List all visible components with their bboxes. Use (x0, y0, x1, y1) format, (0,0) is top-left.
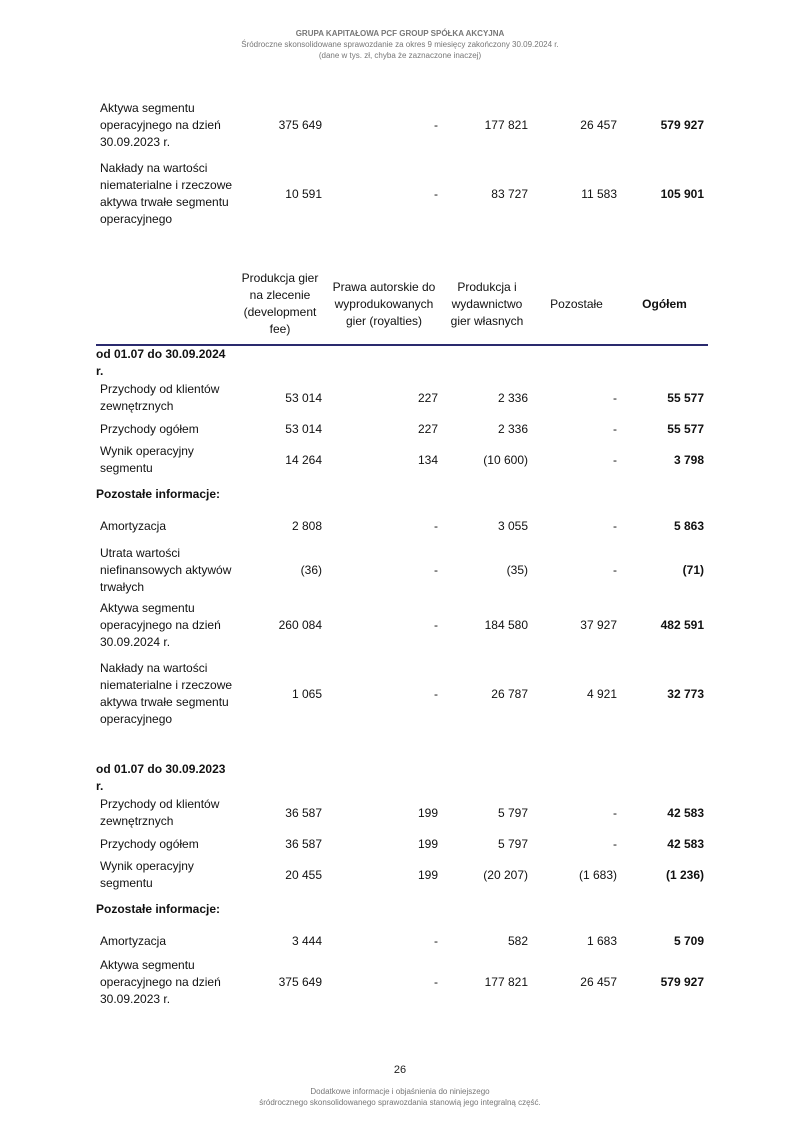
cell-value: 53 014 (285, 391, 322, 405)
section-title-2023: od 01.07 do 30.09.2023 r. (96, 762, 226, 793)
cell-value: 4 921 (586, 687, 617, 701)
cell-total: 482 591 (660, 618, 704, 632)
cell-value: - (613, 806, 617, 820)
cell-value: 10 591 (285, 187, 322, 201)
cell-value: 582 (507, 934, 528, 948)
cell-value: 11 583 (581, 187, 617, 201)
cell-value: 227 (417, 422, 438, 436)
cell-value: - (434, 519, 438, 533)
row-label: Amortyzacja (100, 518, 167, 533)
row-label: Przychody od klientów zewnętrznych (100, 797, 220, 828)
cell-value: - (434, 563, 438, 577)
column-header-development: Produkcja gier na zlecenie (development fee) (234, 270, 326, 345)
cell-value: 2 336 (497, 422, 528, 436)
cell-total: 579 927 (660, 975, 704, 989)
table-row (96, 956, 708, 1008)
table-row (96, 442, 708, 478)
row-label: Wynik operacyjny segmentu (100, 859, 194, 890)
cell-total: 105 901 (660, 187, 704, 201)
company-name: GRUPA KAPITAŁOWA PCF GROUP SPÓŁKA AKCYJNA (295, 29, 505, 38)
row-label: Nakłady na wartości niematerialne i rzeczowe aktywa trwałe segmentu operacyjnego (100, 161, 233, 226)
cell-value: 2 336 (497, 391, 528, 405)
header-empty (96, 270, 234, 345)
footer-line-1: Dodatkowe informacje i objaśnienia do niniejszego (310, 1087, 490, 1096)
column-header-other: Pozostałe (532, 270, 621, 345)
cell-value: 26 787 (491, 687, 528, 701)
cell-value: 37 927 (580, 618, 617, 632)
table-row (96, 478, 708, 511)
cell-value: 260 084 (278, 618, 322, 632)
cell-total: 42 583 (667, 837, 704, 851)
table-row (96, 893, 708, 926)
cell-value: 83 727 (491, 187, 528, 201)
cell-value: 20 455 (285, 868, 322, 882)
table-row (96, 651, 708, 737)
other-info-label: Pozostałe informacje: (96, 487, 221, 501)
cell-value: 3 444 (291, 934, 322, 948)
cell-value: - (613, 422, 617, 436)
table-row (96, 599, 708, 651)
table-row (96, 99, 708, 151)
row-label: Przychody ogółem (100, 421, 199, 436)
cell-value: 177 821 (484, 975, 528, 989)
cell-value: 36 587 (285, 806, 322, 820)
cell-value: - (434, 118, 438, 132)
cell-value: 184 580 (484, 618, 528, 632)
cell-value: 227 (417, 391, 438, 405)
cell-value: 3 055 (497, 519, 528, 533)
cell-total: 3 798 (673, 453, 704, 467)
cell-value: 1 065 (291, 687, 322, 701)
cell-value: 199 (417, 868, 438, 882)
document-footer (0, 1086, 800, 1108)
cell-value: - (613, 837, 617, 851)
cell-value: - (434, 687, 438, 701)
cell-value: (36) (300, 563, 322, 577)
table-row (96, 380, 708, 416)
row-label: Wynik operacyjny segmentu (100, 444, 194, 475)
footer-line-2: śródrocznego skonsolidowanego sprawozdania stanowią jego integralną część. (259, 1098, 541, 1107)
cell-value: (1 683) (578, 868, 617, 882)
row-label: Przychody od klientów zewnętrznych (100, 382, 220, 413)
cell-value: 26 457 (580, 118, 617, 132)
cell-value: - (434, 934, 438, 948)
cell-total: 55 577 (667, 422, 704, 436)
cell-total: 5 709 (673, 934, 704, 948)
row-label: Przychody ogółem (100, 836, 199, 851)
cell-value: - (613, 391, 617, 405)
cell-value: 199 (417, 837, 438, 851)
column-header-royalties: Prawa autorskie do wyprodukowanych gier (royalties) (326, 270, 442, 345)
document-header (0, 28, 800, 61)
column-header-total: Ogółem (621, 270, 708, 345)
table-header-row (96, 270, 708, 345)
cell-value: 375 649 (278, 118, 322, 132)
cell-value: (10 600) (483, 453, 528, 467)
cell-value: 375 649 (278, 975, 322, 989)
section-title-2024: od 01.07 do 30.09.2024 r. (96, 347, 226, 378)
table-row (96, 511, 708, 541)
row-label: Aktywa segmentu operacyjnego na dzień 30.09.2024 r. (100, 600, 221, 649)
section-title-row (96, 761, 708, 795)
cell-value: - (434, 187, 438, 201)
table-row (96, 416, 708, 442)
cell-total: 55 577 (667, 391, 704, 405)
cell-value: 26 457 (580, 975, 617, 989)
row-label: Aktywa segmentu operacyjnego na dzień 30.09.2023 r. (100, 100, 221, 149)
row-label: Amortyzacja (100, 933, 167, 948)
row-label: Aktywa segmentu operacyjnego na dzień 30.09.2023 r. (100, 957, 221, 1006)
column-header-own-games: Produkcja i wydawnictwo gier własnych (442, 270, 532, 345)
table-row (96, 926, 708, 956)
cell-value: - (613, 563, 617, 577)
cell-value: 199 (417, 806, 438, 820)
cell-value: - (434, 975, 438, 989)
row-label: Nakłady na wartości niematerialne i rzeczowe aktywa trwałe segmentu operacyjnego (100, 661, 233, 726)
cell-value: 2 808 (291, 519, 322, 533)
units-note: (dane w tys. zł, chyba że zaznaczone inaczej) (318, 51, 482, 60)
cell-value: (20 207) (483, 868, 528, 882)
cell-total: 579 927 (660, 118, 704, 132)
cell-total: 42 583 (667, 806, 704, 820)
cell-value: 14 264 (285, 453, 322, 467)
cell-value: 36 587 (285, 837, 322, 851)
cell-total: (1 236) (665, 868, 704, 882)
other-info-label: Pozostałe informacje: (96, 902, 221, 916)
cell-value: - (613, 453, 617, 467)
row-label: Utrata wartości niefinansowych aktywów trwałych (100, 545, 232, 594)
cell-total: 32 773 (667, 687, 704, 701)
cell-value: (35) (506, 563, 528, 577)
cell-total: (71) (682, 563, 704, 577)
cell-value: 134 (417, 453, 438, 467)
cell-value: - (434, 618, 438, 632)
table-row (96, 151, 708, 237)
cell-total: 5 863 (673, 519, 704, 533)
segment-table-continuation (96, 99, 708, 237)
table-row (96, 857, 708, 893)
table-row (96, 831, 708, 857)
cell-value: - (613, 519, 617, 533)
segment-table (96, 270, 708, 1008)
page-number: 26 (393, 1064, 407, 1076)
table-row (96, 541, 708, 599)
cell-value: 5 797 (497, 806, 528, 820)
table-row (96, 795, 708, 831)
report-subtitle: Śródroczne skonsolidowane sprawozdanie za okres 9 miesięcy zakończony 30.09.2024 r. (241, 40, 559, 49)
cell-value: 1 683 (586, 934, 617, 948)
cell-value: 53 014 (285, 422, 322, 436)
section-title-row (96, 345, 708, 380)
cell-value: 5 797 (497, 837, 528, 851)
cell-value: 177 821 (484, 118, 528, 132)
